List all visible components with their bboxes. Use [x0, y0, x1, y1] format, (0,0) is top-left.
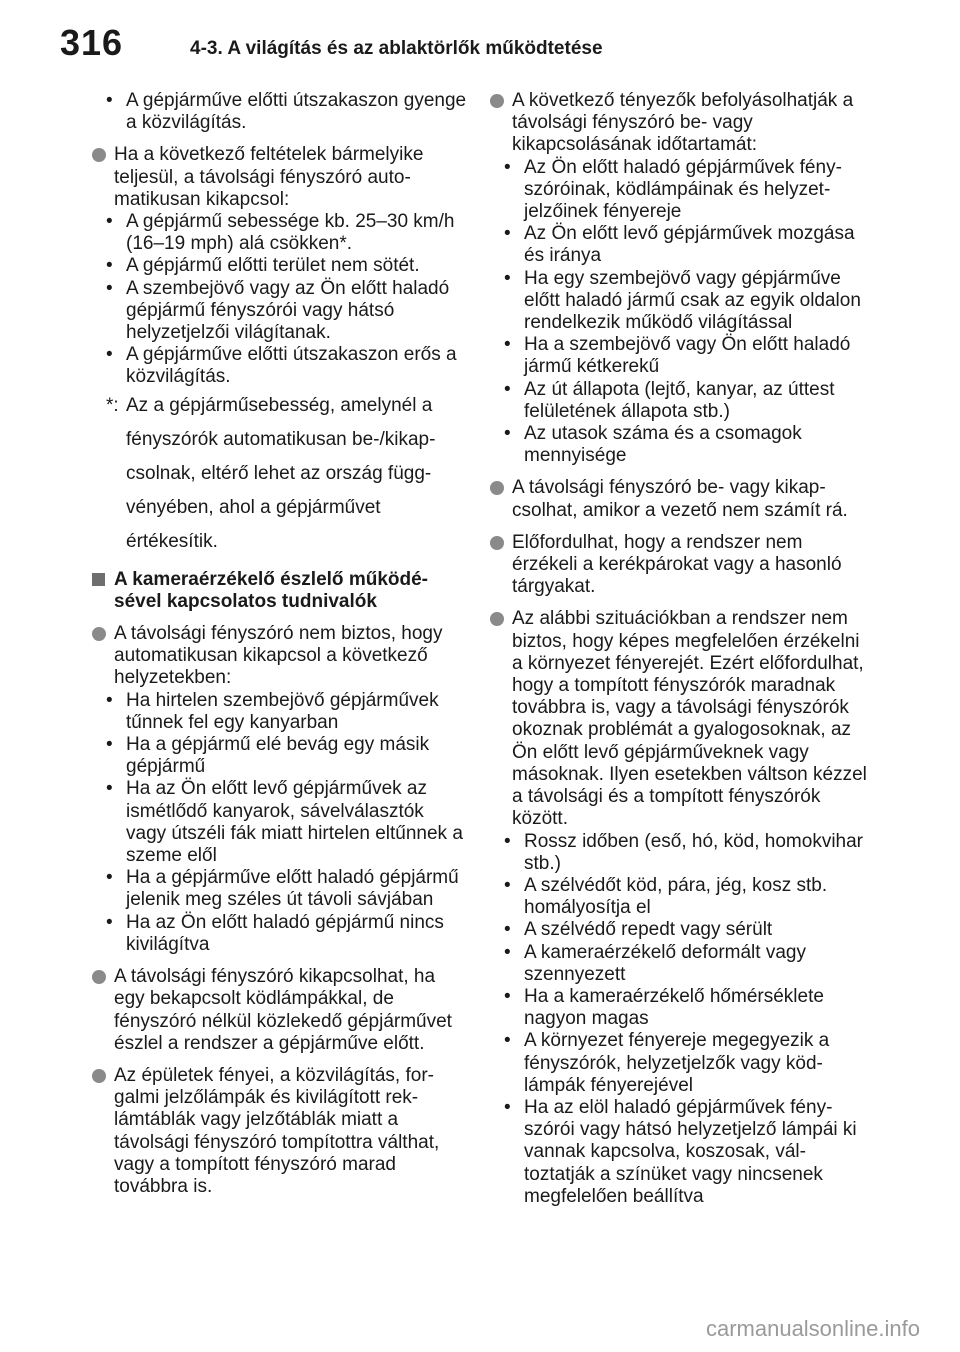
list-item-text: Az Ön előtt haladó gépjárművek fényszóróinak, ködlámpáinak és helyzetjelzőinek fényereje: [524, 156, 842, 223]
list-item-text: Ha az elöl haladó gépjárművek fényszórói vagy hátsó helyzetjelző lámpái ki vannak kapcsolva, koszosak, változtatják a színüket vagy nincsenek megfelelően beállítva: [524, 1096, 857, 1207]
dash-bullet: •: [504, 941, 511, 963]
list-item-text: Az út állapota (lejtő, kanyar, az úttest felületének állapota stb.): [524, 378, 835, 422]
list-item-text: A gépjárműve előtti útszakaszon gyenge a közvilágítás.: [126, 90, 467, 134]
list-item: [490, 942, 870, 986]
bullet-text: A következő tényezők befolyásolhatják a távolsági fényszóró be- vagy kikapcsolásának időtartamát:: [512, 90, 854, 156]
list-item: [92, 690, 467, 734]
list-item: [490, 157, 870, 224]
list-item-text: Ha az Ön előtt levő gépjárművek az ismétlődő kanyarok, sávelválasztók vagy útszéli fák miatt hirtelen eltűnnek a szeme elől: [126, 778, 463, 867]
list-item: [490, 1030, 870, 1097]
dash-bullet: •: [504, 985, 511, 1007]
list-item: [490, 223, 870, 267]
dash-bullet: •: [106, 344, 113, 366]
header-divider: [162, 28, 163, 70]
list-item: [490, 986, 870, 1030]
list-item: [490, 379, 870, 423]
dash-bullet: •: [504, 334, 511, 356]
bullet-paragraph: [92, 144, 467, 211]
square-bullet-icon: [92, 573, 105, 586]
circle-bullet-icon: [490, 612, 504, 626]
dash-bullet: •: [106, 911, 113, 933]
dash-bullet: •: [504, 1096, 511, 1118]
list-item-text: Ha egy szembejövő vagy gépjárműve előtt haladó jármű csak az egyik oldalon rendelkezik működő világítással: [524, 267, 861, 334]
list-item: [490, 1097, 870, 1208]
dash-bullet: •: [106, 255, 113, 277]
dash-bullet: •: [504, 1030, 511, 1052]
bullet-paragraph: [490, 90, 870, 157]
bullet-paragraph: [490, 608, 870, 830]
bullet-text: A távolsági fényszóró be- vagy kikapcsolhat, amikor a vezető nem számít rá.: [512, 477, 848, 521]
dash-bullet: •: [106, 277, 113, 299]
dash-bullet: •: [106, 689, 113, 711]
section-title: 4-3. A világítás és az ablaktörlők működtetése: [190, 38, 603, 59]
dash-bullet: •: [106, 90, 113, 111]
bullet-paragraph: [490, 532, 870, 599]
right-column: [490, 90, 870, 1218]
list-item: [490, 268, 870, 335]
footnote-mark: *:: [106, 394, 119, 416]
bullet-block: [92, 144, 467, 558]
bullet-text: Előfordulhat, hogy a rendszer nem érzékeli a kerékpárokat vagy a hasonló tárgyakat.: [512, 531, 842, 598]
bullet-paragraph: [92, 966, 467, 1055]
list-item-text: Ha a gépjárműve előtt haladó gépjármű jelenik meg széles út távoli sávjában: [126, 867, 459, 911]
list-item-text: A szélvédőt köd, pára, jég, kosz stb. homályosítja el: [524, 874, 828, 919]
dash-bullet: •: [106, 778, 113, 800]
bullet-block: [92, 623, 467, 956]
list-item-text: A gépjármű sebessége kb. 25–30 km/h (16–19 mph) alá csökken*.: [126, 211, 455, 255]
list-item-text: Ha a gépjármű elé bevág egy másik gépjármű: [126, 734, 430, 778]
list-item: [490, 334, 870, 378]
circle-bullet-icon: [490, 94, 504, 108]
list-item-text: Ha a szembejövő vagy Ön előtt haladó jármű kétkerekű: [524, 334, 851, 378]
dash-bullet: •: [504, 830, 511, 852]
list-item: [92, 211, 467, 255]
bullet-text: Ha a következő feltételek bármelyike teljesül, a távolsági fényszóró automatikusan kikapcsol:: [114, 144, 424, 210]
circle-bullet-icon: [92, 627, 106, 641]
dash-bullet: •: [504, 423, 511, 445]
bullet-text: A távolsági fényszóró kikapcsolhat, ha egy bekapcsolt ködlámpákkal, de fényszóró nélkül közlekedő gépjárművet észlel a rendszer a gépjárműve előtt.: [114, 966, 452, 1054]
list-item-text: A szélvédő repedt vagy sérült: [524, 919, 773, 941]
list-item: [490, 423, 870, 467]
section-heading: [92, 569, 467, 613]
dash-bullet: •: [504, 919, 511, 941]
list-item-text: Az utasok száma és a csomagok mennyisége: [524, 423, 802, 467]
list-item-text: Ha az Ön előtt haladó gépjármű nincs kivilágítva: [126, 911, 444, 955]
bullet-text: Az épületek fényei, a közvilágítás, forgalmi jelzőlámpák és kivilágított reklámtáblák vagy jelzőtáblák miatt a távolsági fényszóró tompítottra válthat, vagy a tompított fényszóró marad továbbra is.: [114, 1064, 440, 1197]
circle-bullet-icon: [92, 970, 106, 984]
bullet-text: Az alábbi szituációkban a rendszer nem biztos, hogy képes megfelelően érzékelni a környezet fényerejét. Ezért előfordulhat, hogy a tompított fényszórók maradnak továbbra is, vagy a távolsági fényszórók okoznak problémát a gyalogosoknak, az Ön előtt levő gépjárműveknek vagy másoknak. Ilyen esetekben váltson kézzel a távolsági és a tompított fényszórók között.: [512, 608, 867, 830]
left-column: [92, 90, 467, 1208]
list-item-text: Az Ön előtt levő gépjárművek mozgása és iránya: [524, 223, 855, 267]
list-item-text: Rossz időben (eső, hó, köd, homokvihar stb.): [524, 830, 864, 874]
heading-text: A kameraérzékelő észlelő működésével kapcsolatos tudnivalók: [114, 568, 428, 612]
list-item-text: A gépjárműve előtti útszakaszon erős a közvilágítás.: [126, 344, 457, 388]
watermark: carmanualsonline.info: [705, 1316, 920, 1341]
list-item-text: A környezet fényereje megegyezik a fényszórók, helyzetjelzők vagy ködlámpák fényerejével: [524, 1030, 830, 1096]
list-item-text: Ha hirtelen szembejövő gépjárművek tűnnek fel egy kanyarban: [126, 689, 439, 733]
dash-bullet: •: [504, 874, 511, 896]
bullet-text: A távolsági fényszóró nem biztos, hogy automatikusan kikapcsol a következő helyzetekben:: [114, 623, 443, 689]
list-item: [92, 778, 467, 867]
footnote-text: Az a gépjárműsebesség, amelynél a fényszórók automatikusan be-/kikapcsolnak, eltérő lehet az ország függvényében, ahol a gépjárművet értékesítik.: [126, 394, 436, 552]
list-item: [92, 344, 467, 388]
list-item: [92, 734, 467, 778]
dash-bullet: •: [106, 211, 113, 233]
circle-bullet-icon: [92, 148, 106, 162]
list-item: [92, 278, 467, 345]
page-number: 316: [60, 22, 124, 63]
list-item-text: A szembejövő vagy az Ön előtt haladó gépjármű fényszórói vagy hátsó helyzetjelzői világítanak.: [126, 277, 450, 344]
list-item: [92, 867, 467, 911]
list-item: [490, 919, 870, 941]
list-item: [490, 875, 870, 919]
bullet-block: [490, 90, 870, 467]
list-item: [490, 831, 870, 875]
dash-bullet: •: [504, 156, 511, 178]
dash-bullet: •: [106, 734, 113, 756]
list-item-text: A kameraérzékelő deformált vagy szennyezett: [524, 941, 806, 985]
list-item-text: Ha a kameraérzékelő hőmérséklete nagyon magas: [524, 985, 824, 1030]
page-header: [0, 0, 960, 90]
dash-bullet: •: [504, 267, 511, 289]
circle-bullet-icon: [490, 536, 504, 550]
dash-bullet: •: [106, 867, 113, 889]
bullet-paragraph: [490, 477, 870, 521]
circle-bullet-icon: [92, 1069, 106, 1083]
footnote: [92, 389, 467, 559]
list-item: [92, 255, 467, 277]
list-item-text: A gépjármű előtti terület nem sötét.: [126, 255, 420, 277]
circle-bullet-icon: [490, 481, 504, 495]
list-item: [92, 912, 467, 956]
list-item: [92, 90, 467, 134]
bullet-block: [490, 608, 870, 1207]
bullet-paragraph: [92, 1065, 467, 1198]
bullet-paragraph: [92, 623, 467, 690]
dash-bullet: •: [504, 378, 511, 400]
dash-bullet: •: [504, 223, 511, 245]
